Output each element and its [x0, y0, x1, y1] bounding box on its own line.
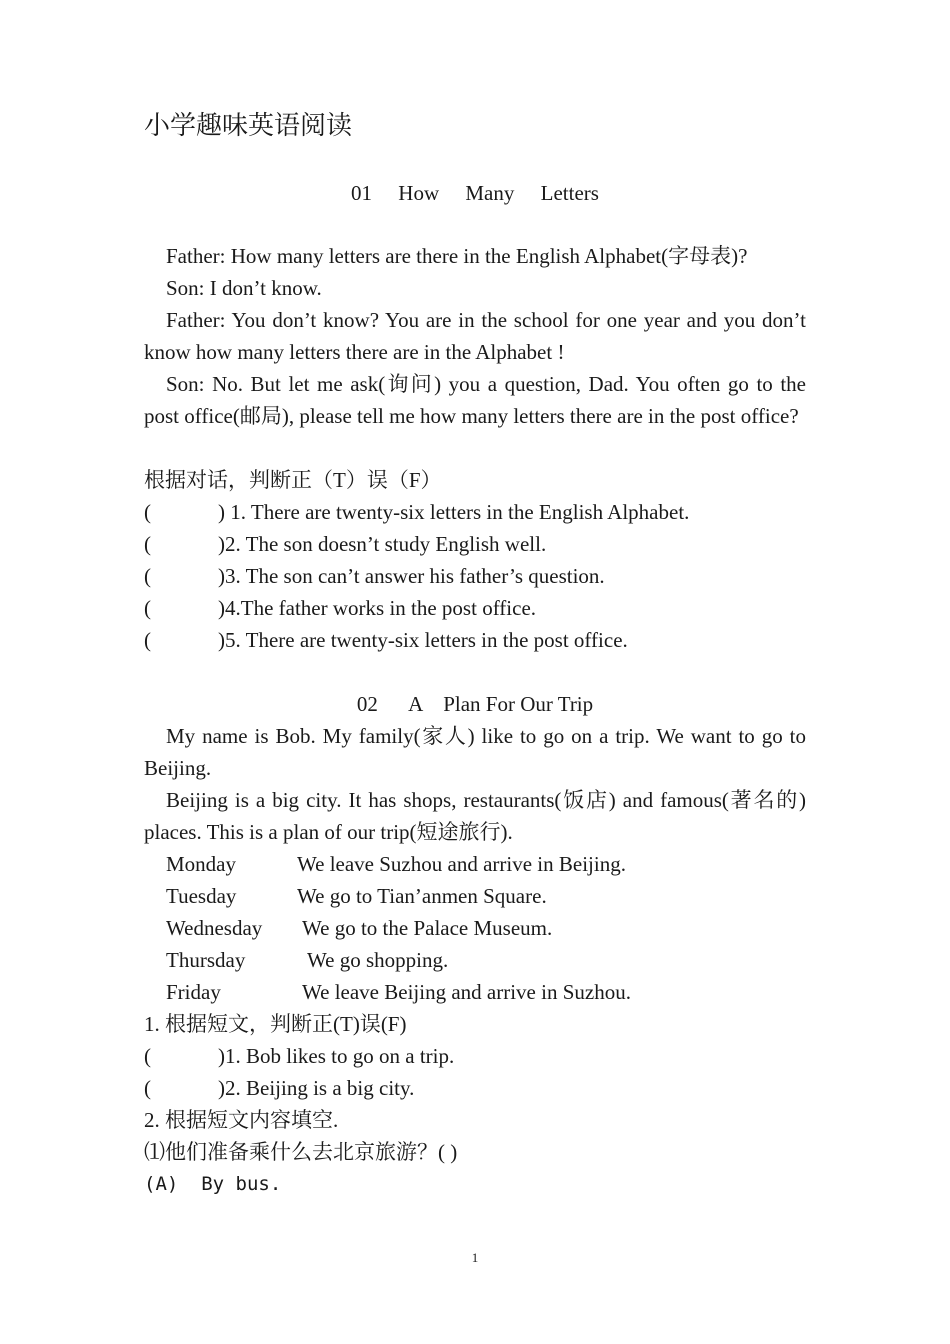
answer-blank-close: ) — [218, 1044, 225, 1068]
schedule-row — [166, 912, 552, 944]
answer-blank-close: ) — [218, 500, 225, 524]
answer-blank[interactable]: ( — [144, 1076, 151, 1100]
answer-blank[interactable]: ( — [144, 500, 151, 524]
question-item — [144, 496, 689, 528]
answer-blank-close: ) — [218, 532, 225, 556]
schedule-day: Wednesday — [166, 916, 263, 940]
schedule-plan: We leave Suzhou and arrive in Beijing. — [297, 852, 626, 876]
fill-question-1: ⑴他们准备乘什么去北京旅游？( ) — [144, 1140, 458, 1164]
schedule-row — [166, 880, 547, 912]
question-text: 1. Bob likes to go on a trip. — [225, 1044, 455, 1068]
schedule-day: Tuesday — [166, 884, 237, 908]
answer-blank-close: ) — [218, 1076, 225, 1100]
passage-paragraph-2: Beijing is a big city. It has shops, restaurants(饭店) and famous(著名的) places. This is a plan of our trip(短途旅行). — [144, 788, 806, 844]
section-2-heading: 02 A Plan For Our Trip — [356, 692, 594, 716]
schedule-plan: We leave Beijing and arrive in Suzhou. — [302, 980, 631, 1004]
answer-blank[interactable]: ( — [144, 596, 151, 620]
answer-blank[interactable]: ( — [144, 628, 151, 652]
option-a: (A) By bus. — [144, 1173, 282, 1195]
question-item — [144, 592, 536, 624]
question-text: 3. The son can’t answer his father’s question. — [225, 564, 605, 588]
page-number: 1 — [471, 1250, 479, 1265]
schedule-day: Monday — [166, 852, 236, 876]
question-item — [144, 624, 628, 656]
answer-blank[interactable]: ( — [144, 1044, 151, 1068]
question-item — [144, 560, 605, 592]
answer-blank-close: ) — [218, 564, 225, 588]
passage-paragraph-1: My name is Bob. My family(家人) like to go on a trip. We want to go to Beijing. — [144, 724, 806, 780]
schedule-plan: We go shopping. — [307, 948, 449, 972]
document-title: 小学趣味英语阅读 — [144, 111, 353, 140]
dialogue-son-1: Son: I don’t know. — [166, 276, 322, 300]
schedule-plan: We go to the Palace Museum. — [302, 916, 553, 940]
question-text: 1. There are twenty-six letters in the English Alphabet. — [225, 500, 690, 524]
question-item — [144, 1072, 414, 1104]
answer-blank-close: ) — [218, 596, 225, 620]
dialogue-father-2: Father: You don’t know? You are in the school for one year and you don’t know how many letters there are in the Alphabet ! — [144, 308, 806, 364]
question-item — [144, 528, 546, 560]
question-item — [144, 1040, 454, 1072]
question-text: 2. Beijing is a big city. — [225, 1076, 415, 1100]
section-1-heading: 01 How Many Letters — [351, 181, 599, 205]
schedule-day: Thursday — [166, 948, 246, 972]
section-1-instruction: 根据对话，判断正（T）误（F） — [144, 468, 442, 492]
schedule-day: Friday — [166, 980, 221, 1004]
schedule-row — [166, 944, 448, 976]
task-1-instruction: 1. 根据短文，判断正(T)误(F) — [144, 1012, 407, 1036]
schedule-plan: We go to Tian’anmen Square. — [297, 884, 547, 908]
question-text: 4.The father works in the post office. — [225, 596, 537, 620]
question-text: 5. There are twenty-six letters in the post office. — [225, 628, 628, 652]
dialogue-son-2: Son: No. But let me ask(询问) you a question, Dad. You often go to the post office(邮局), please tell me how many letters there are in the post office? — [144, 372, 806, 428]
dialogue-father-1: Father: How many letters are there in the English Alphabet(字母表)? — [166, 244, 748, 268]
answer-blank[interactable]: ( — [144, 564, 151, 588]
schedule-row — [166, 848, 626, 880]
task-2-instruction: 2. 根据短文内容填空. — [144, 1108, 339, 1132]
schedule-row — [166, 976, 631, 1008]
answer-blank[interactable]: ( — [144, 532, 151, 556]
question-text: 2. The son doesn’t study English well. — [225, 532, 547, 556]
answer-blank-close: ) — [218, 628, 225, 652]
